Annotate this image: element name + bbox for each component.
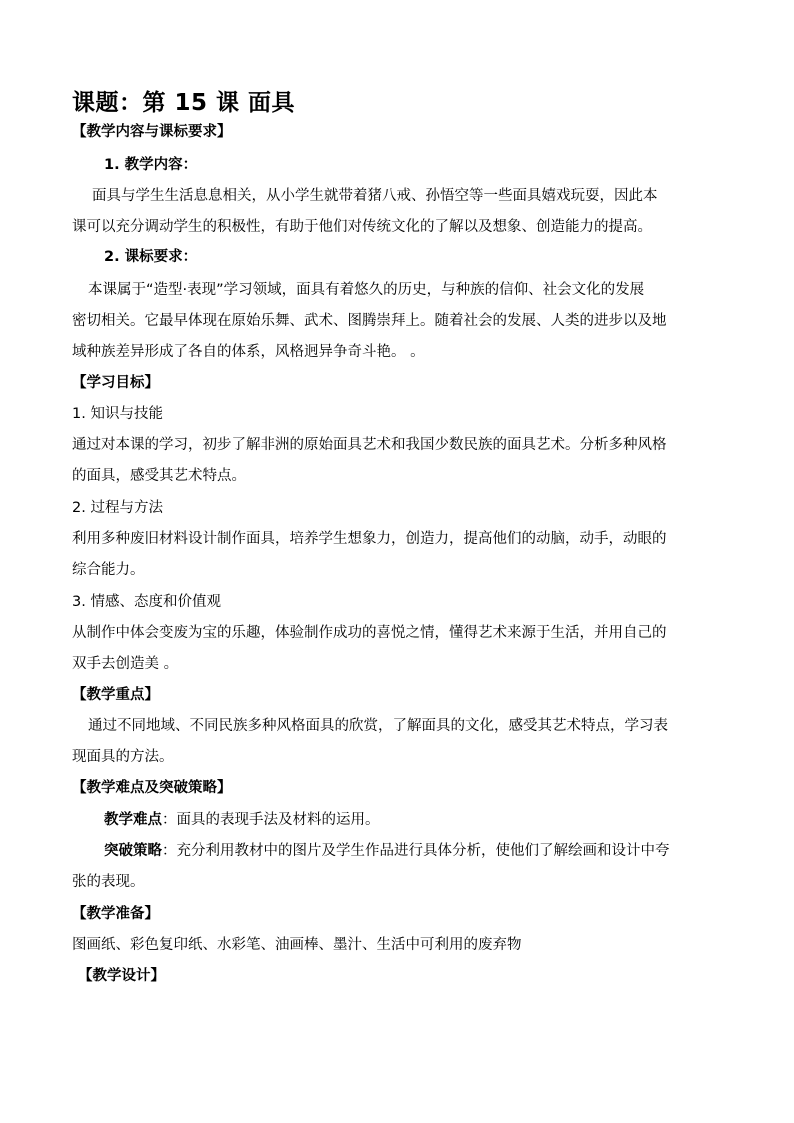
paragraph-line: 面具与学生生活息息相关，从小学生就带着猪八戒、孙悟空等一些面具嬉戏玩耍，因此本 [92, 188, 658, 204]
paragraph-line: 现面具的方法。 [72, 749, 174, 765]
objective-label: 1. 知识与技能 [72, 406, 163, 422]
paragraph-line: 从制作中体会变废为宝的乐趣，体验制作成功的喜悦之情，懂得艺术来源于生活，并用自己的 [72, 625, 667, 641]
item-label-teaching-content: 1. 教学内容： [104, 157, 198, 173]
paragraph-line: 密切相关。它最早体现在原始乐舞、武术、图腾崇拜上。随着社会的发展、人类的进步以及地 [72, 313, 667, 329]
strategy-line [104, 841, 670, 861]
strategy-label: 突破策略 [104, 843, 162, 859]
paragraph-line: 通过不同地域、不同民族多种风格面具的欣赏，了解面具的文化，感受其艺术特点，学习表 [88, 718, 668, 734]
paragraph-line: 张的表现。 [72, 874, 145, 890]
difficulty-line [104, 810, 380, 830]
strategy-text: ：充分利用教材中的图片及学生作品进行具体分析，使他们了解绘画和设计中夸 [162, 843, 670, 859]
paragraph-line: 的面具，感受其艺术特点。 [72, 468, 246, 484]
section-heading-objectives: 【学习目标】 [72, 375, 159, 391]
section-heading-design: 【教学设计】 [78, 968, 165, 984]
page-title: 课题：第 15 课 面具 [72, 90, 296, 116]
section-heading-key-points: 【教学重点】 [72, 687, 159, 703]
paragraph-line: 域种族差异形成了各自的体系，风格迥异争奇斗艳。 。 [72, 344, 425, 360]
difficulty-text: ：面具的表现手法及材料的运用。 [162, 812, 380, 828]
paragraph-line: 图画纸、彩色复印纸、水彩笔、油画棒、墨汁、生活中可利用的废弃物 [72, 937, 522, 953]
item-label-curriculum-requirements: 2. 课标要求： [104, 249, 198, 265]
section-heading-difficulties: 【教学难点及突破策略】 [72, 780, 232, 796]
paragraph-line: 通过对本课的学习，初步了解非洲的原始面具艺术和我国少数民族的面具艺术。分析多种风格 [72, 437, 667, 453]
paragraph-line: 利用多种废旧材料设计制作面具，培养学生想象力，创造力，提高他们的动脑，动手，动眼的 [72, 531, 667, 547]
paragraph-line: 本课属于“造型·表现”学习领域，面具有着悠久的历史，与种族的信仰、社会文化的发展 [88, 282, 645, 298]
paragraph-line: 双手去创造美 。 [72, 656, 179, 672]
difficulty-label: 教学难点 [104, 812, 162, 828]
paragraph-line: 综合能力。 [72, 562, 145, 578]
objective-label: 3. 情感、态度和价值观 [72, 594, 221, 610]
section-heading-content-standard: 【教学内容与课标要求】 [72, 124, 232, 140]
objective-label: 2. 过程与方法 [72, 500, 163, 516]
paragraph-line: 课可以充分调动学生的积极性，有助于他们对传统文化的了解以及想象、创造能力的提高。 [72, 219, 652, 235]
section-heading-preparation: 【教学准备】 [72, 906, 159, 922]
